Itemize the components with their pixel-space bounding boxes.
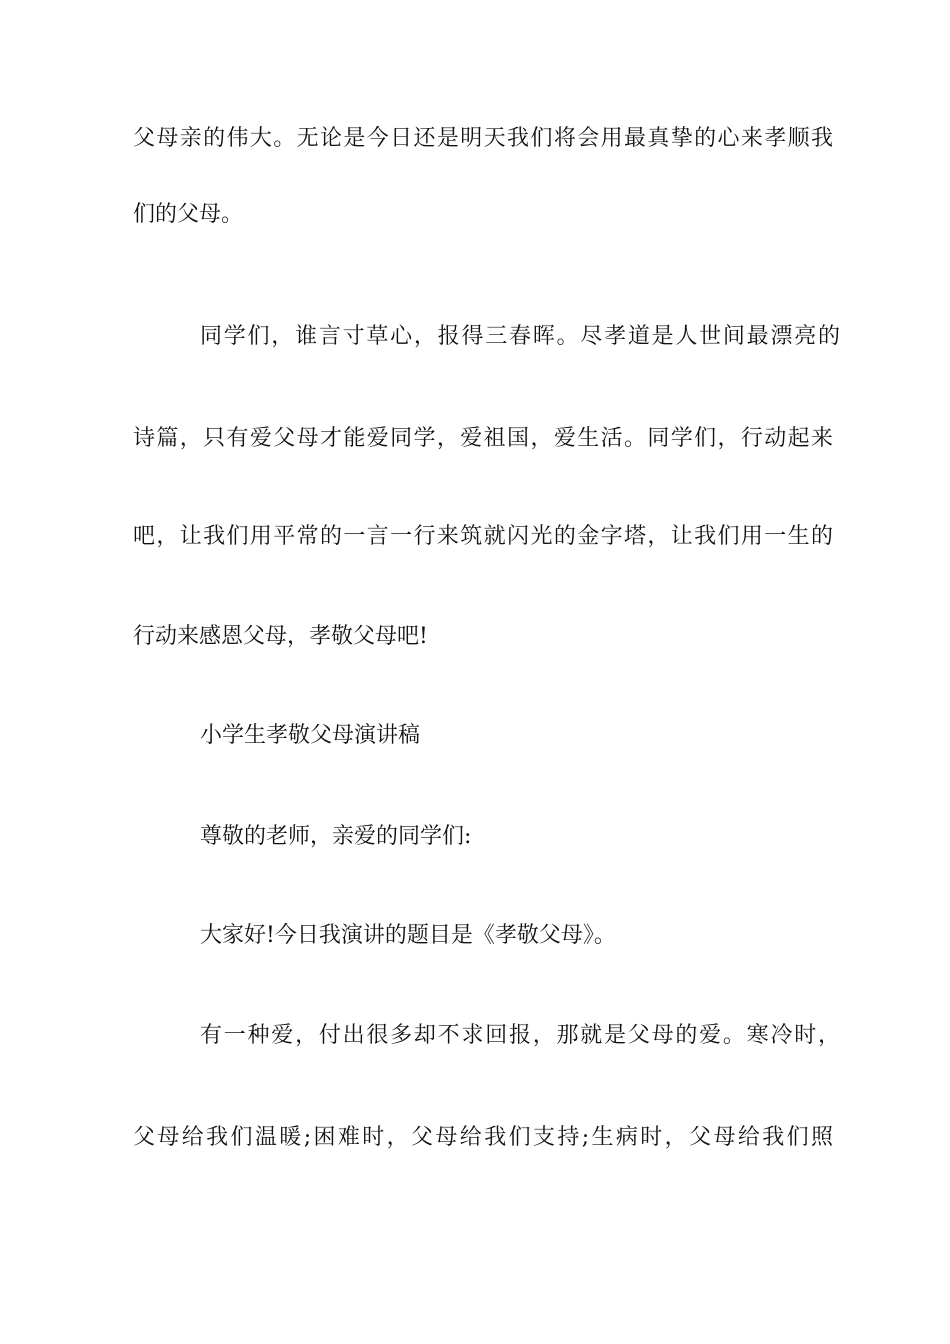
text-line: 们的父母。	[133, 202, 244, 227]
text-line: 同学们，谁言寸草心，报得三春晖。尽孝道是人世间最漂亮的	[200, 324, 840, 349]
text-line: 大家好!今日我演讲的题目是《孝敬父母》。	[200, 923, 616, 948]
text-line: 诗篇，只有爱父母才能爱同学，爱祖国，爱生活。同学们，行动起来	[133, 426, 833, 451]
text-line: 吧，让我们用平常的一言一行来筑就闪光的金字塔，让我们用一生的	[133, 524, 833, 549]
text-line: 父母给我们温暖;困难时，父母给我们支持;生病时，父母给我们照	[133, 1125, 833, 1150]
section-title: 小学生孝敬父母演讲稿	[200, 723, 421, 748]
text-line: 行动来感恩父母，孝敬父母吧!	[133, 624, 428, 649]
text-line: 父母亲的伟大。无论是今日还是明天我们将会用最真挚的心来孝顺我	[133, 126, 833, 151]
salutation: 尊敬的老师，亲爱的同学们:	[200, 824, 472, 849]
text-line: 有一种爱，付出很多却不求回报，那就是父母的爱。寒冷时，	[200, 1023, 840, 1048]
